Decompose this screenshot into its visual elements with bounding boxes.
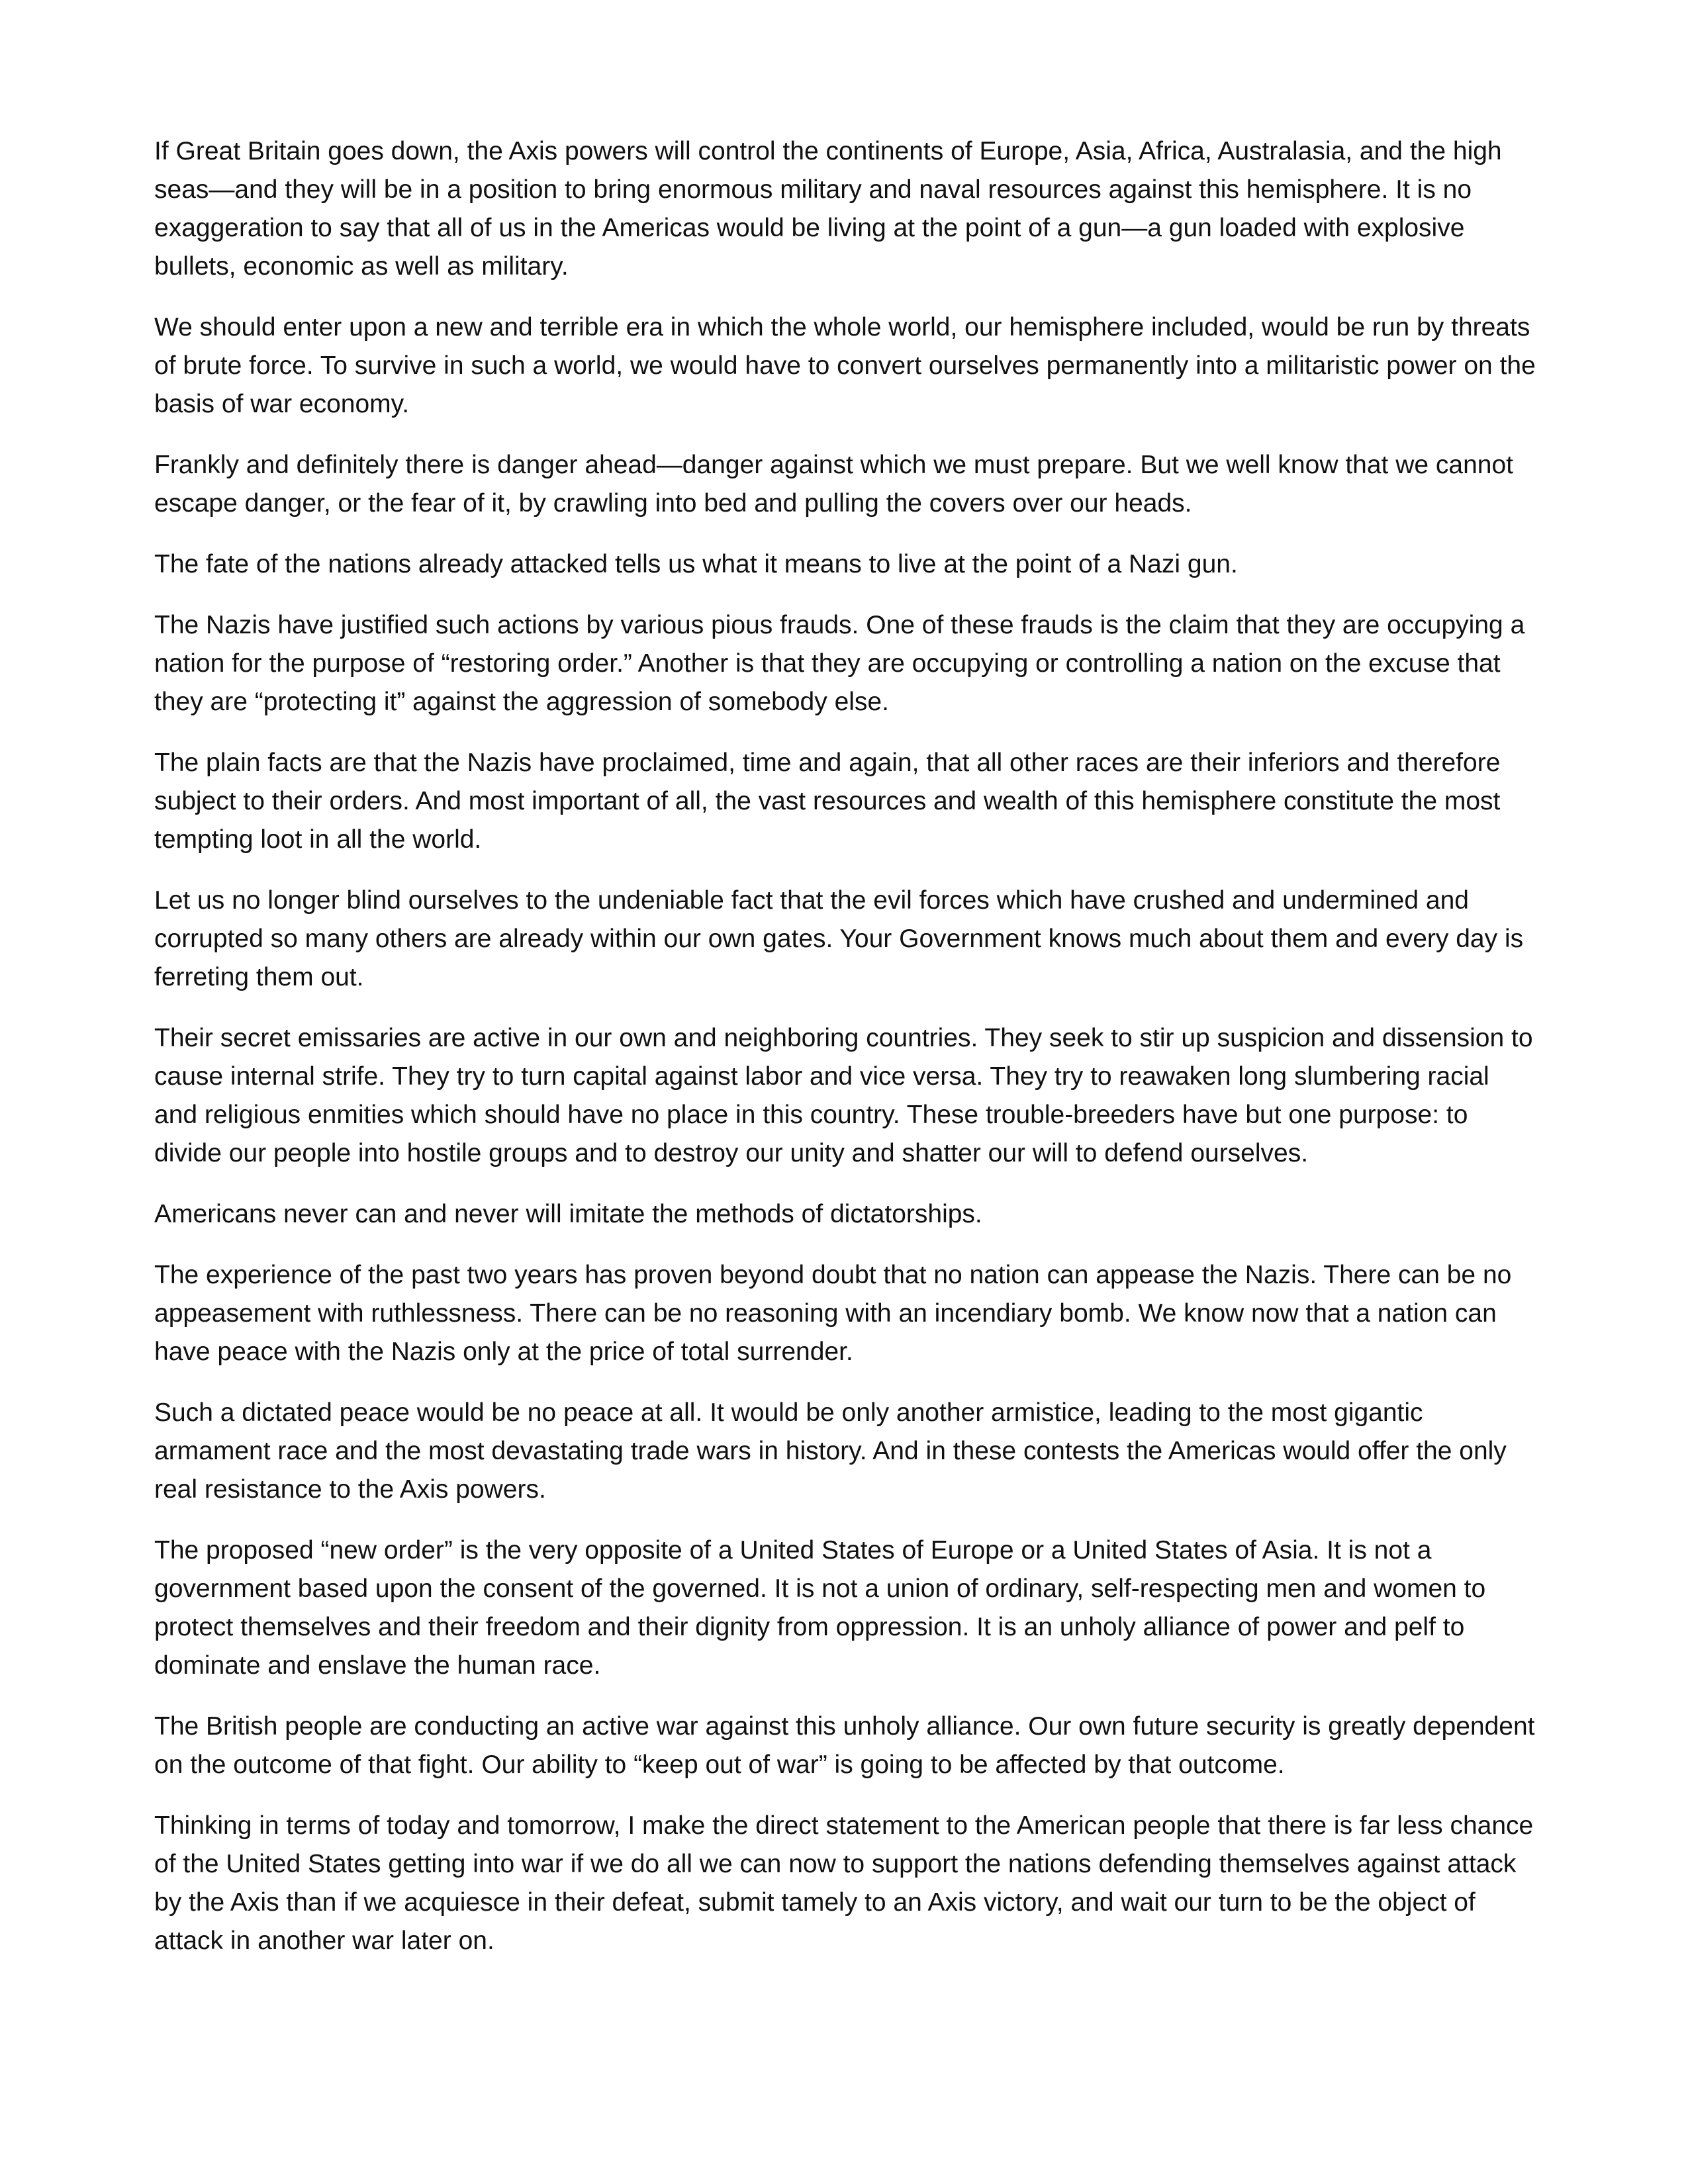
paragraph: The fate of the nations already attacked tells us what it means to live at the point of a Nazi gun. bbox=[154, 550, 1238, 578]
paragraph: We should enter upon a new and terrible era in which the whole world, our hemisphere included, would be run by threats of brute force. To survive in such a world, we would have to convert ourselves permanently into a militaristic power on the basis of war economy. bbox=[154, 313, 1536, 418]
paragraph: Let us no longer blind ourselves to the undeniable fact that the evil forces which have crushed and undermined and corrupted so many others are already within our own gates. Your Government knows much about them and every day is ferreting them out. bbox=[154, 886, 1524, 991]
paragraph: Their secret emissaries are active in our own and neighboring countries. They seek to stir up suspicion and dissension to cause internal strife. They try to turn capital against labor and vice versa. They try to reawaken long slumbering racial and religious enmities which should have no place in this country. These trouble-breeders have but one purpose: to divide our people into hostile groups and to destroy our unity and shatter our will to defend ourselves. bbox=[154, 1024, 1533, 1167]
paragraph: The experience of the past two years has proven beyond doubt that no nation can appease the Nazis. There can be no appeasement with ruthlessness. There can be no reasoning with an incendiary bomb. We know now that a nation can have peace with the Nazis only at the price of total surrender. bbox=[154, 1261, 1512, 1366]
paragraph: Frankly and definitely there is danger ahead—danger against which we must prepare. But we well know that we cannot escape danger, or the fear of it, by crawling into bed and pulling the covers over our heads. bbox=[154, 451, 1513, 518]
paragraph: If Great Britain goes down, the Axis powers will control the continents of Europe, Asia, Africa, Australasia, and the high seas—and they will be in a position to bring enormous military and naval resources against this hemisphere. It is no exaggeration to say that all of us in the Americas would be living at the point of a gun—a gun loaded with explosive bullets, economic as well as military. bbox=[154, 137, 1502, 281]
paragraph: Americans never can and never will imitate the methods of dictatorships. bbox=[154, 1200, 982, 1228]
paragraph: Such a dictated peace would be no peace at all. It would be only another armistice, leading to the most gigantic armament race and the most devastating trade wars in history. And in these contests the Americas would offer the only real resistance to the Axis powers. bbox=[154, 1398, 1507, 1504]
paragraph: The plain facts are that the Nazis have proclaimed, time and again, that all other races are their inferiors and therefore subject to their orders. And most important of all, the vast resources and wealth of this hemisphere constitute the most tempting loot in all the world. bbox=[154, 749, 1501, 854]
paragraph: The British people are conducting an active war against this unholy alliance. Our own future security is greatly dependent on the outcome of that fight. Our ability to “keep out of war” is going to be affected by that outcome. bbox=[154, 1712, 1535, 1779]
paragraph: The Nazis have justified such actions by various pious frauds. One of these frauds is the claim that they are occupying a nation for the purpose of “restoring order.” Another is that they are occupying or controlling a nation on the excuse that they are “protecting it” against the aggression of somebody else. bbox=[154, 611, 1525, 716]
paragraph: The proposed “new order” is the very opposite of a United States of Europe or a United States of Asia. It is not a government based upon the consent of the governed. It is not a union of ordinary, self-respecting men and women to protect themselves and their freedom and their dignity from oppression. It is an unholy alliance of power and pelf to dominate and enslave the human race. bbox=[154, 1536, 1486, 1680]
paragraph: Thinking in terms of today and tomorrow, I make the direct statement to the American people that there is far less chance of the United States getting into war if we do all we can now to support the nations defending themselves against attack by the Axis than if we acquiesce in their defeat, submit tamely to an Axis victory, and wait our turn to be the object of attack in another war later on. bbox=[154, 1811, 1534, 1955]
document-body bbox=[154, 132, 1538, 1983]
